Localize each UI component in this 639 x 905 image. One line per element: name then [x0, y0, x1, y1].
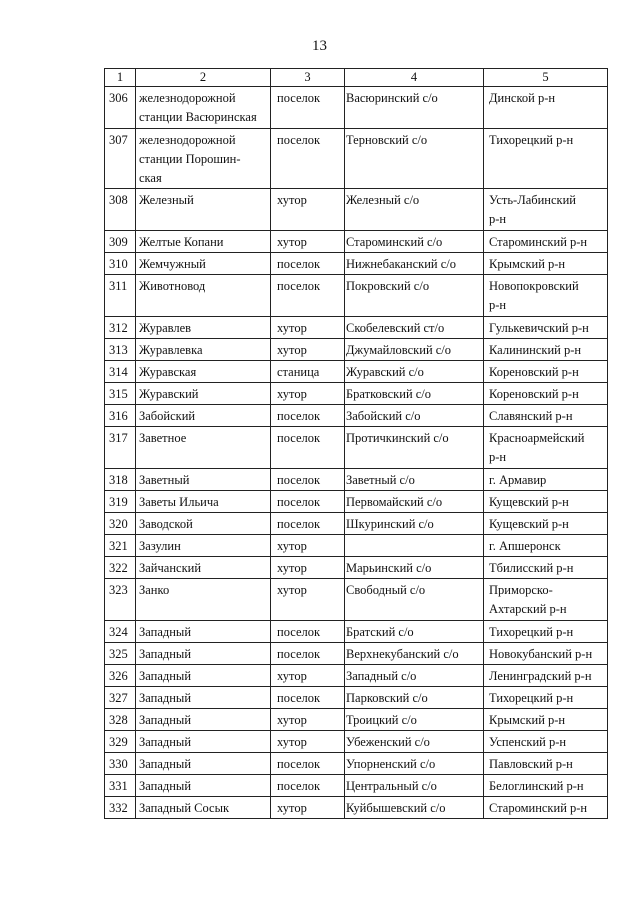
council-cell: Куйбышевский с/о: [345, 797, 484, 819]
district-cell: [484, 665, 608, 687]
settlement-type-cell: поселок: [271, 87, 345, 129]
district-cell: [484, 275, 608, 317]
settlement-name-cell: [136, 469, 271, 491]
table-body: [105, 87, 608, 819]
settlement-type-cell: хутор: [271, 231, 345, 253]
council-cell: Джумайловский с/о: [345, 339, 484, 361]
district-cell: [484, 361, 608, 383]
row-number-cell: 328: [105, 709, 136, 731]
column-number-row: [105, 69, 608, 87]
row-number-cell: 307: [105, 129, 136, 189]
settlement-name-cell: [136, 339, 271, 361]
district-cell: [484, 557, 608, 579]
column-number: 4: [345, 69, 484, 87]
table-row: [105, 491, 608, 513]
council-cell: Железный с/о: [345, 189, 484, 231]
row-number-cell: 318: [105, 469, 136, 491]
district-line: Успенский р-н: [489, 735, 567, 749]
settlement-name-line: Желтые Копани: [139, 235, 224, 249]
settlement-type-cell: хутор: [271, 665, 345, 687]
settlement-name-cell: [136, 731, 271, 753]
table-row: [105, 189, 608, 231]
settlement-type-cell: хутор: [271, 731, 345, 753]
settlement-name-line: Зайчанский: [139, 561, 202, 575]
district-line: р-н: [489, 298, 507, 312]
table-row: [105, 579, 608, 621]
settlement-name-cell: [136, 361, 271, 383]
table-row: [105, 253, 608, 275]
district-cell: [484, 87, 608, 129]
settlement-name-cell: [136, 535, 271, 557]
settlement-name-line: Журавский: [139, 387, 199, 401]
settlements-table: [104, 68, 608, 819]
council-cell: Покровский с/о: [345, 275, 484, 317]
district-line: Крымский р-н: [489, 257, 566, 271]
row-number-cell: 319: [105, 491, 136, 513]
council-cell: Марьинский с/о: [345, 557, 484, 579]
district-cell: [484, 189, 608, 231]
district-cell: [484, 621, 608, 643]
council-cell: Троицкий с/о: [345, 709, 484, 731]
page-number: 13: [312, 38, 327, 54]
settlement-type-cell: поселок: [271, 491, 345, 513]
settlement-name-cell: [136, 231, 271, 253]
district-line: Тбилисский р-н: [489, 561, 574, 575]
settlement-name-line: Заветный: [139, 473, 190, 487]
settlement-type-cell: хутор: [271, 557, 345, 579]
district-line: Ленинградский р-н: [489, 669, 592, 683]
district-line: Новокубанский р-н: [489, 647, 593, 661]
district-line: г. Армавир: [489, 473, 547, 487]
district-line: Гулькевичский р-н: [489, 321, 589, 335]
district-line: Кущевский р-н: [489, 495, 569, 509]
settlement-type-cell: поселок: [271, 129, 345, 189]
settlement-type-cell: поселок: [271, 427, 345, 469]
district-cell: [484, 317, 608, 339]
settlement-name-line: Западный: [139, 691, 192, 705]
district-cell: [484, 797, 608, 819]
district-line: Павловский р-н: [489, 757, 573, 771]
district-cell: [484, 427, 608, 469]
settlement-name-line: Железный: [139, 193, 194, 207]
district-line: Староминский р-н: [489, 801, 588, 815]
district-cell: [484, 513, 608, 535]
settlement-name-cell: [136, 621, 271, 643]
row-number-cell: 308: [105, 189, 136, 231]
settlement-name-line: Животновод: [139, 279, 206, 293]
settlement-type-cell: хутор: [271, 317, 345, 339]
table-row: [105, 129, 608, 189]
row-number-cell: 313: [105, 339, 136, 361]
row-number-cell: 327: [105, 687, 136, 709]
settlement-type-cell: хутор: [271, 383, 345, 405]
council-cell: [345, 535, 484, 557]
district-line: Усть-Лабинский: [489, 193, 576, 207]
settlement-name-line: железнодорожной: [139, 133, 236, 147]
settlement-name-line: ская: [139, 171, 162, 185]
district-line: р-н: [489, 212, 507, 226]
settlement-type-cell: хутор: [271, 535, 345, 557]
district-line: р-н: [489, 450, 507, 464]
settlement-type-cell: поселок: [271, 687, 345, 709]
row-number-cell: 332: [105, 797, 136, 819]
district-line: Кореновский р-н: [489, 365, 579, 379]
table-row: [105, 513, 608, 535]
district-cell: [484, 129, 608, 189]
district-line: Калининский р-н: [489, 343, 582, 357]
settlement-name-cell: [136, 427, 271, 469]
council-cell: Убеженский с/о: [345, 731, 484, 753]
council-cell: Терновский с/о: [345, 129, 484, 189]
row-number-cell: 324: [105, 621, 136, 643]
district-line: Белоглинский р-н: [489, 779, 584, 793]
council-cell: Братский с/о: [345, 621, 484, 643]
district-cell: [484, 709, 608, 731]
council-cell: Васюринский с/о: [345, 87, 484, 129]
settlement-type-cell: хутор: [271, 709, 345, 731]
settlement-type-cell: поселок: [271, 275, 345, 317]
settlement-name-cell: [136, 513, 271, 535]
district-cell: [484, 383, 608, 405]
settlement-type-cell: поселок: [271, 469, 345, 491]
settlement-name-line: Западный: [139, 779, 192, 793]
settlement-name-line: Журавская: [139, 365, 197, 379]
row-number-cell: 323: [105, 579, 136, 621]
council-cell: Первомайский с/о: [345, 491, 484, 513]
council-cell: Забойский с/о: [345, 405, 484, 427]
column-number: 5: [484, 69, 608, 87]
settlement-type-cell: поселок: [271, 643, 345, 665]
settlement-name-line: Западный: [139, 669, 192, 683]
row-number-cell: 306: [105, 87, 136, 129]
settlement-name-cell: [136, 383, 271, 405]
table-row: [105, 317, 608, 339]
council-cell: Центральный с/о: [345, 775, 484, 797]
district-line: Динской р-н: [489, 91, 556, 105]
table-row: [105, 665, 608, 687]
settlement-name-cell: [136, 253, 271, 275]
table-row: [105, 753, 608, 775]
column-number: 2: [136, 69, 271, 87]
settlement-name-cell: [136, 753, 271, 775]
district-cell: [484, 775, 608, 797]
settlement-name-cell: [136, 579, 271, 621]
table-row: [105, 797, 608, 819]
settlement-name-line: Западный: [139, 757, 192, 771]
column-number: 1: [105, 69, 136, 87]
district-cell: [484, 405, 608, 427]
settlement-type-cell: станица: [271, 361, 345, 383]
settlement-name-line: Заводской: [139, 517, 193, 531]
settlement-name-line: Зазулин: [139, 539, 181, 553]
table-row: [105, 87, 608, 129]
settlement-name-cell: [136, 317, 271, 339]
district-line: Приморско-: [489, 583, 553, 597]
council-cell: Журавский с/о: [345, 361, 484, 383]
table-row: [105, 643, 608, 665]
settlement-name-line: железнодорожной: [139, 91, 236, 105]
settlement-name-cell: [136, 687, 271, 709]
settlement-name-cell: [136, 87, 271, 129]
table-row: [105, 231, 608, 253]
district-line: Ахтарский р-н: [489, 602, 567, 616]
district-line: Староминский р-н: [489, 235, 588, 249]
district-cell: [484, 687, 608, 709]
district-line: Тихорецкий р-н: [489, 625, 574, 639]
row-number-cell: 321: [105, 535, 136, 557]
settlement-name-cell: [136, 797, 271, 819]
row-number-cell: 316: [105, 405, 136, 427]
table-row: [105, 557, 608, 579]
district-line: г. Апшеронск: [489, 539, 561, 553]
council-cell: Парковский с/о: [345, 687, 484, 709]
row-number-cell: 317: [105, 427, 136, 469]
district-line: Кущевский р-н: [489, 517, 569, 531]
council-cell: Упорненский с/о: [345, 753, 484, 775]
settlement-name-cell: [136, 665, 271, 687]
table-row: [105, 469, 608, 491]
table-row: [105, 275, 608, 317]
district-line: Новопокровский: [489, 279, 579, 293]
table-row: [105, 709, 608, 731]
council-cell: Верхнекубанский с/о: [345, 643, 484, 665]
council-cell: Протичкинский с/о: [345, 427, 484, 469]
column-number: 3: [271, 69, 345, 87]
settlement-name-line: Заветное: [139, 431, 187, 445]
district-cell: [484, 731, 608, 753]
district-line: Славянский р-н: [489, 409, 573, 423]
table-row: [105, 427, 608, 469]
row-number-cell: 325: [105, 643, 136, 665]
table-row: [105, 687, 608, 709]
district-cell: [484, 491, 608, 513]
district-line: Тихорецкий р-н: [489, 133, 574, 147]
district-line: Красноармейский: [489, 431, 585, 445]
table-row: [105, 731, 608, 753]
district-cell: [484, 253, 608, 275]
table-row: [105, 405, 608, 427]
council-cell: Староминский с/о: [345, 231, 484, 253]
settlement-name-cell: [136, 709, 271, 731]
settlement-type-cell: хутор: [271, 339, 345, 361]
settlement-name-line: Журавлевка: [139, 343, 203, 357]
table-row: [105, 383, 608, 405]
council-cell: Братковский с/о: [345, 383, 484, 405]
settlement-type-cell: поселок: [271, 253, 345, 275]
settlement-name-cell: [136, 405, 271, 427]
settlement-type-cell: поселок: [271, 621, 345, 643]
table-row: [105, 621, 608, 643]
council-cell: Скобелевский ст/о: [345, 317, 484, 339]
settlement-name-line: станции Порошин-: [139, 152, 241, 166]
settlement-name-cell: [136, 643, 271, 665]
settlement-type-cell: поселок: [271, 753, 345, 775]
settlement-name-cell: [136, 491, 271, 513]
row-number-cell: 322: [105, 557, 136, 579]
row-number-cell: 331: [105, 775, 136, 797]
settlement-type-cell: хутор: [271, 797, 345, 819]
settlement-type-cell: поселок: [271, 775, 345, 797]
settlement-name-line: Журавлев: [139, 321, 192, 335]
district-cell: [484, 753, 608, 775]
settlement-name-line: Западный: [139, 713, 192, 727]
council-cell: Западный с/о: [345, 665, 484, 687]
settlement-name-line: Западный Сосык: [139, 801, 230, 815]
table-row: [105, 339, 608, 361]
row-number-cell: 309: [105, 231, 136, 253]
district-cell: [484, 535, 608, 557]
row-number-cell: 329: [105, 731, 136, 753]
row-number-cell: 330: [105, 753, 136, 775]
settlement-type-cell: поселок: [271, 405, 345, 427]
district-cell: [484, 579, 608, 621]
council-cell: Нижнебаканский с/о: [345, 253, 484, 275]
settlement-name-cell: [136, 775, 271, 797]
settlement-name-line: Западный: [139, 625, 192, 639]
district-cell: [484, 339, 608, 361]
district-line: Кореновский р-н: [489, 387, 579, 401]
district-line: Тихорецкий р-н: [489, 691, 574, 705]
row-number-cell: 314: [105, 361, 136, 383]
district-cell: [484, 643, 608, 665]
settlement-name-line: Занко: [139, 583, 170, 597]
council-cell: Свободный с/о: [345, 579, 484, 621]
settlement-name-line: Заветы Ильича: [139, 495, 219, 509]
settlement-type-cell: хутор: [271, 579, 345, 621]
row-number-cell: 310: [105, 253, 136, 275]
row-number-cell: 315: [105, 383, 136, 405]
council-cell: Заветный с/о: [345, 469, 484, 491]
settlement-name-line: Забойский: [139, 409, 196, 423]
table-row: [105, 535, 608, 557]
row-number-cell: 320: [105, 513, 136, 535]
row-number-cell: 311: [105, 275, 136, 317]
district-line: Крымский р-н: [489, 713, 566, 727]
settlement-name-cell: [136, 557, 271, 579]
settlement-name-line: Западный: [139, 735, 192, 749]
settlement-name-cell: [136, 129, 271, 189]
district-cell: [484, 469, 608, 491]
settlement-name-cell: [136, 189, 271, 231]
table-row: [105, 775, 608, 797]
settlement-name-line: Жемчужный: [139, 257, 206, 271]
settlement-type-cell: поселок: [271, 513, 345, 535]
row-number-cell: 312: [105, 317, 136, 339]
settlement-name-line: станции Васюринская: [139, 110, 257, 124]
table-row: [105, 361, 608, 383]
district-cell: [484, 231, 608, 253]
settlement-name-cell: [136, 275, 271, 317]
row-number-cell: 326: [105, 665, 136, 687]
council-cell: Шкуринский с/о: [345, 513, 484, 535]
settlement-type-cell: хутор: [271, 189, 345, 231]
settlement-name-line: Западный: [139, 647, 192, 661]
